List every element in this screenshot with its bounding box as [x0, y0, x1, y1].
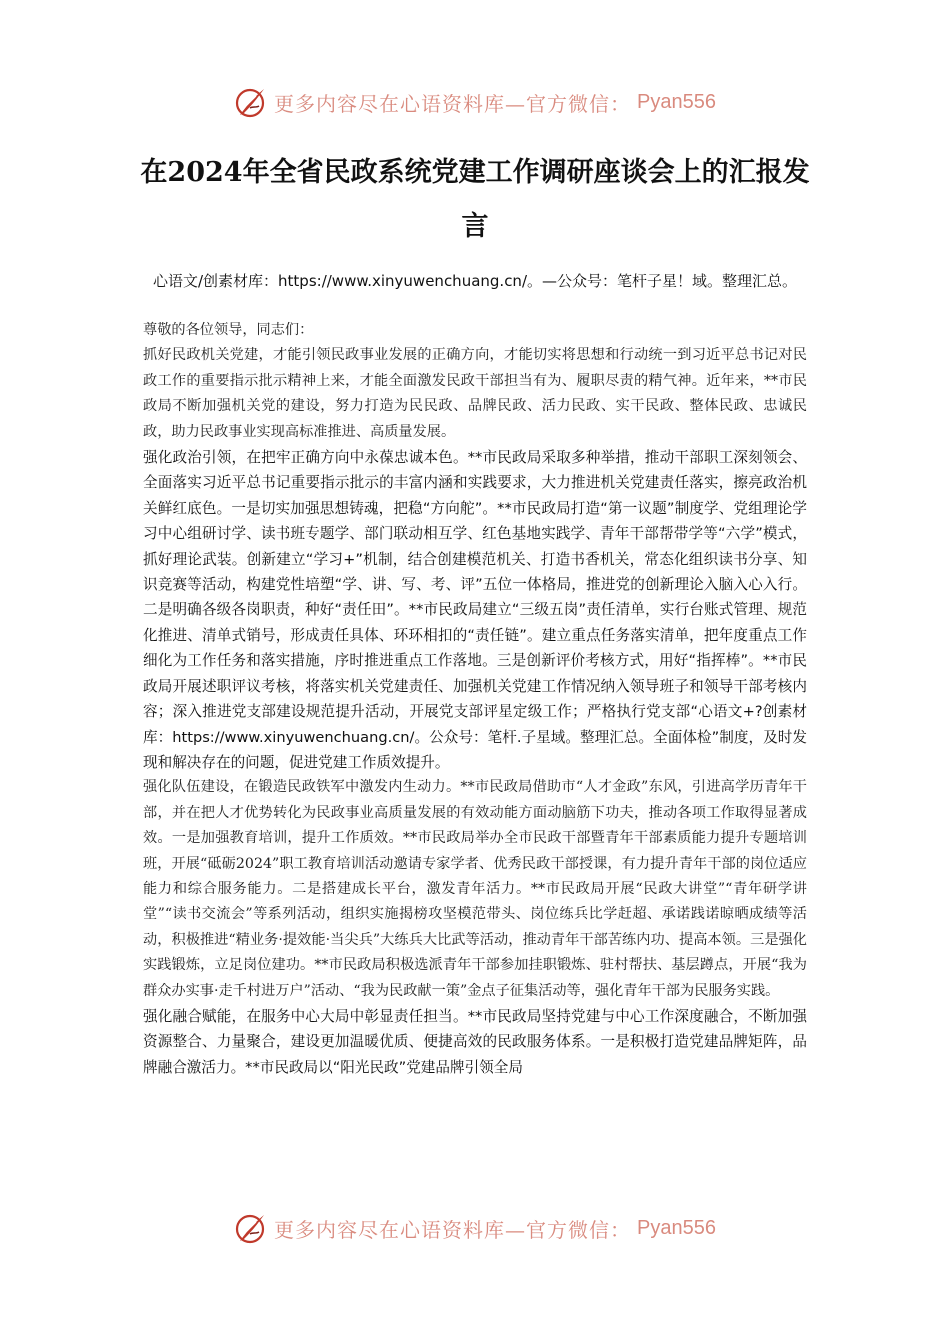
- banner-text: 更多内容尽在心语资料库—官方微信：: [274, 1217, 632, 1242]
- integration-paragraph: 强化融合赋能，在服务中心大局中彰显责任担当。**市民政局坚持党建与中心工作深度融合，不断加强资源整合、力量聚合，建设更加温暖优质、便捷高效的民政服务体系。一是积极打造党建品牌矩阵，品牌融合激活力。**市民政局以“阳光民政”党建品牌引领全局: [143, 1007, 807, 1076]
- document-body: [143, 318, 807, 1080]
- header-watermark-banner: [0, 82, 950, 122]
- banner-text: 更多内容尽在心语资料库—官方微信：: [274, 91, 632, 116]
- salutation-paragraph: 尊敬的各位领导，同志们：: [143, 322, 314, 338]
- intro-paragraph: 抓好民政机关党建，才能引领民政事业发展的正确方向，才能切实将思想和行动统一到习近平总书记对民政工作的重要指示批示精神上来，才能全面激发民政干部担当有为、履职尽责的精气神。近年来，**市民政局不断加强机关党的建设，努力打造为民民政、品牌民政、活力民政、实干民政、整体民政、忠诚民政，助力民政事业实现高标准推进、高质量发展。: [143, 347, 807, 440]
- banner-wechat-id: Pyan556: [637, 1216, 716, 1239]
- source-line: 心语文/创素材库：https://www.xinyuwenchuang.cn/。—公众号：笔杆子星！域。整理汇总。: [152, 272, 797, 290]
- banner-wechat-id: Pyan556: [637, 90, 716, 113]
- footer-watermark-banner: [0, 1208, 950, 1248]
- political-guidance-paragraph: 强化政治引领，在把牢正确方向中永葆忠诚本色。**市民政局采取多种举措，推动干部职工深刻领会、全面落实习近平总书记重要指示批示的丰富内涵和实践要求，大力推进机关党建责任落实，擦亮政治机关鲜红底色。一是切实加强思想铸魂，把稳“方向舵”。**市民政局打造“第一议题”制度学、党组理论学习中心组研讨学、读书班专题学、部门联动相互学、红色基地实践学、青年干部帮带学等“六学”模式，抓好理论武装。创新建立“学习+”机制，结合创建模范机关、打造书香机关，常态化组织读书分享、知识竞赛等活动，构建党性培塑“学、讲、写、考、评”五位一体格局，推进党的创新理论入脑入心入行。二是明确各级各岗职责，种好“责任田”。**市民政局建立“三级五岗”责任清单，实行台账式管理、规范化推进、清单式销号，形成责任具体、环环相扣的“责任链”。建立重点任务落实清单，把年度重点工作细化为工作任务和落实措施，序时推进重点工作落地。三是创新评价考核方式，用好“指挥棒”。**市民政局开展述职评议考核，将落实机关党建责任、加强机关党建工作情况纳入领导班子和领导干部考核内容；深入推进党支部建设规范提升活动，开展党支部评星定级工作；严格执行党支部“心语文+?创素材库：https://www.xinyuwenchuang.cn/。公众号：笔杆.子星域。整理汇总。全面体检”制度，及时发现和解决存在的问题，促进党建工作质效提升。: [143, 449, 807, 771]
- document-title: 在2024年全省民政系统党建工作调研座谈会上的汇报发言: [140, 157, 810, 242]
- team-building-paragraph: 强化队伍建设，在锻造民政铁军中激发内生动力。**市民政局借助市“人才金政”东风，引进高学历青年干部，并在把人才优势转化为民政事业高质量发展的有效动能方面动脑筋下功夫，推动各项工作取得显著成效。一是加强教育培训，提升工作质效。**市民政局举办全市民政干部暨青年干部素质能力提升专题培训班，开展“砥砺2024”职工教育培训活动邀请专家学者、优秀民政干部授课，有力提升青年干部的岗位适应能力和综合服务能力。二是搭建成长平台，激发青年活力。**市民政局开展“民政大讲堂”“青年研学讲堂”“读书交流会”等系列活动，组织实施揭榜攻坚模范带头、岗位练兵比学赶超、承诺践诺晾晒成绩等活动，积极推进“精业务·提效能·当尖兵”大练兵大比武等活动，推动青年干部苦练内功、提高本领。三是强化实践锻炼，立足岗位建功。**市民政局积极选派青年干部参加挂职锻炼、驻村帮扶、基层蹲点，开展“我为群众办实事·走千村进万户”活动、“我为民政献一策”金点子征集活动等，强化青年干部为民服务实践。: [143, 779, 807, 999]
- quill-logo-icon: [234, 85, 268, 119]
- quill-logo-icon: [234, 1211, 268, 1245]
